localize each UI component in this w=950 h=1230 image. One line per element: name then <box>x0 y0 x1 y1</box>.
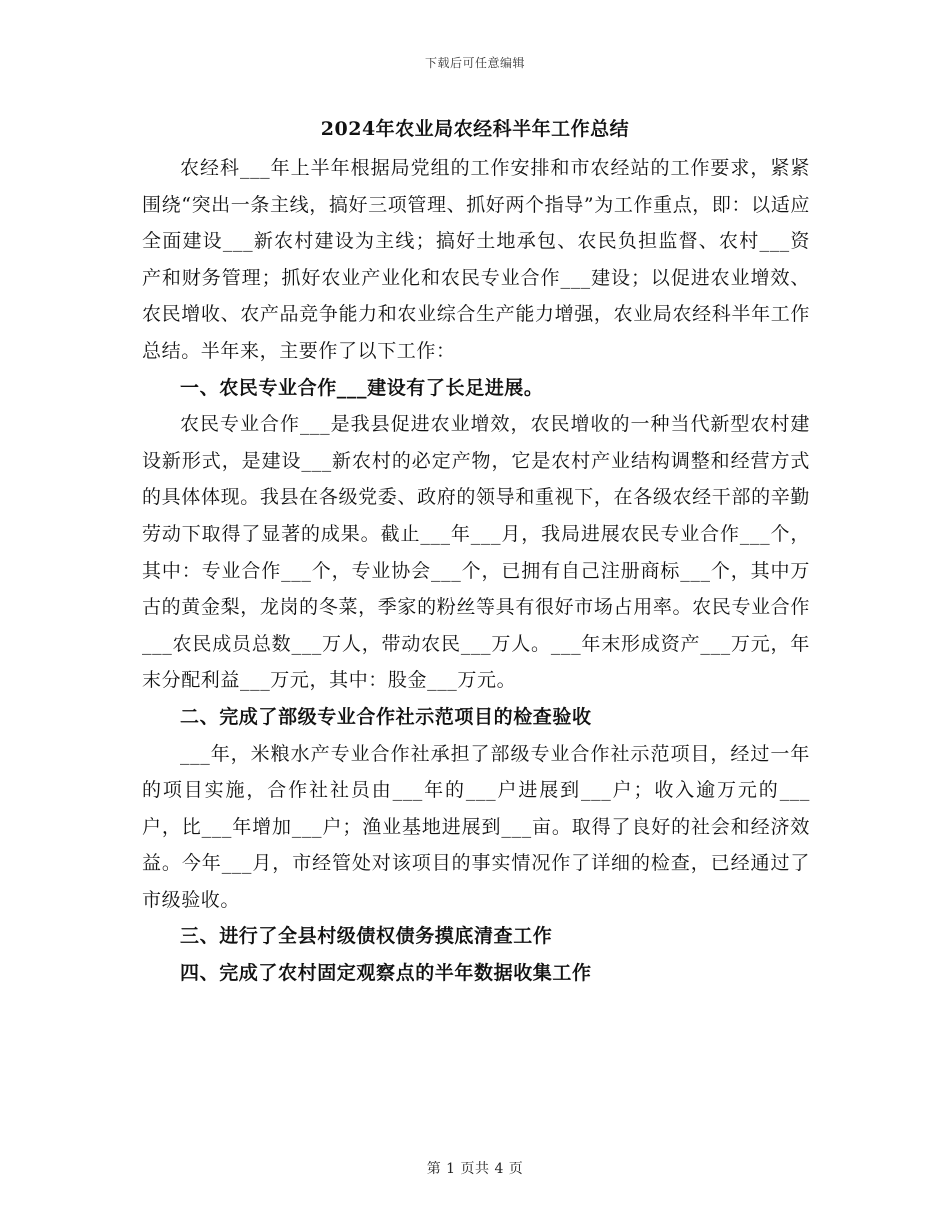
section-1-paragraph: 农民专业合作___是我县促进农业增效，农民增收的一种当代新型农村建设新形式，是建设___新农村的必定产物，它是农村产业结构调整和经营方式的具体体现。我县在各级党委、政府的领导和重视下，在各级农经干部的辛勤劳动下取得了显著的成果。截止___年___月，我局进展农民专业合作___个，其中：专业合作___个，专业协会___个，已拥有自己注册商标___个，其中万古的黄金梨，龙岗的冬菜，季家的粉丝等具有很好市场占用率。农民专业合作___农民成员总数___万人，带动农民___万人。___年末形成资产___万元，年末分配利益___万元，其中：股金___万元。 <box>142 413 810 692</box>
document-title: 2024年农业局农经科半年工作总结 <box>320 118 630 140</box>
intro-paragraph: 农经科___年上半年根据局党组的工作安排和市农经站的工作要求，紧紧围绕“突出一条主线，搞好三项管理、抓好两个指导”为工作重点，即：以适应全面建设___新农村建设为主线；搞好土地承包、农民负担监督、农村___资产和财务管理；抓好农业产业化和农民专业合作___建设；以促进农业增效、农民增收、农产品竞争能力和农业综合生产能力增强，农业局农经科半年工作总结。半年来，主要作了以下工作： <box>142 157 810 362</box>
page-number: 第 1 页共 4 页 <box>426 1161 524 1177</box>
section-heading-2: 二、完成了部级专业合作社示范项目的检查验收 <box>180 705 592 728</box>
section-2-paragraph: ___年，米粮水产专业合作社承担了部级专业合作社示范项目，经过一年的项目实施，合作社社员由___年的___户进展到___户；收入逾万元的___户，比___年增加___户；渔业基地进展到___亩。取得了良好的社会和经济效益。今年___月，市经管处对该项目的事实情况作了详细的检查，已经通过了市级验收。 <box>142 742 810 911</box>
section-heading-3: 三、进行了全县村级债权债务摸底清查工作 <box>180 925 553 948</box>
section-heading-4: 四、完成了农村固定观察点的半年数据收集工作 <box>180 962 592 985</box>
section-heading-1: 一、农民专业合作___建设有了长足进展。 <box>180 376 544 399</box>
header-note: 下载后可任意编辑 <box>424 56 525 70</box>
document-body <box>142 150 810 992</box>
